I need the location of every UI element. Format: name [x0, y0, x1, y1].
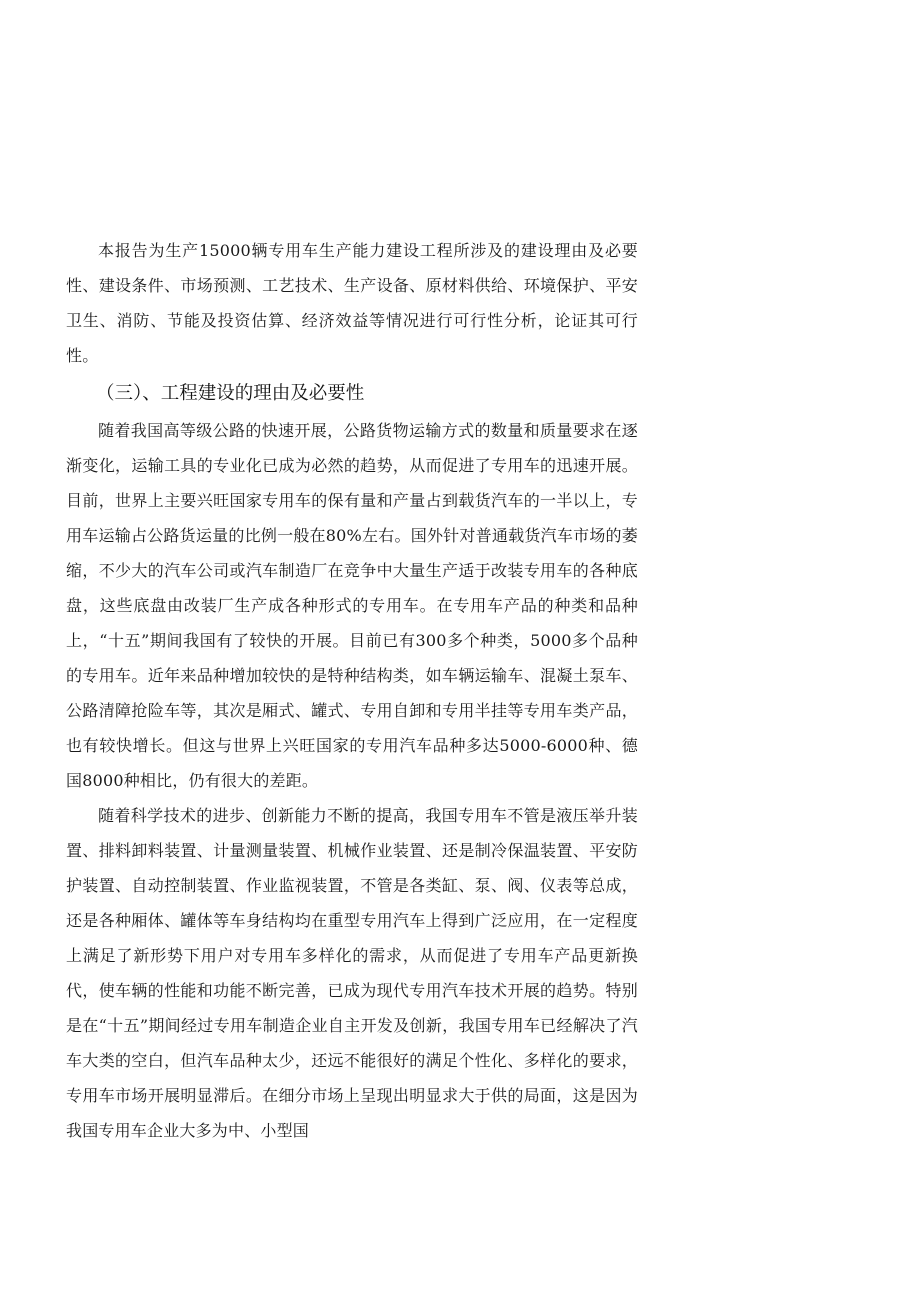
paragraph-technology: 随着科学技术的进步、创新能力不断的提高，我国专用车不管是液压举升装置、排料卸料装置、计量测量装置、机械作业装置、还是制冷保温装置、平安防护装置、自动控制装置、作业监视装置，不管是各类缸、泵、阀、仪表等总成，还是各种厢体、罐体等车身结构均在重型专用汽车上得到广泛应用，在一定程度上满足了新形势下用户对专用车多样化的需求，从而促进了专用车产品更新换代，使车辆的性能和功能不断完善，已成为现代专用汽车技术开展的趋势。特别是在“十五”期间经过专用车制造企业自主开发及创新，我国专用车已经解决了汽车大类的空白，但汽车品种太少，还远不能很好的满足个性化、多样化的要求，专用车市场开展明显滞后。在细分市场上呈现出明显求大于供的局面，这是因为我国专用车企业大多为中、小型国 — [66, 806, 638, 1140]
paragraph-necessity: 随着我国高等级公路的快速开展，公路货物运输方式的数量和质量要求在逐渐变化，运输工具的专业化已成为必然的趋势，从而促进了专用车的迅速开展。目前，世界上主要兴旺国家专用车的保有量和产量占到载货汽车的一半以上，专用车运输占公路货运量的比例一般在80%左右。国外针对普通载货汽车市场的萎缩，不少大的汽车公司或汽车制造厂在竞争中大量生产适于改装专用车的各种底盘，这些底盘由改装厂生产成各种形式的专用车。在专用车产品的种类和品种上，“十五”期间我国有了较快的开展。目前已有300多个种类，5000多个品种的专用车。近年来品种增加较快的是特种结构类，如车辆运输车、混凝土泵车、公路清障抢险车等，其次是厢式、罐式、专用自卸和专用半挂等专用车类产品，也有较快增长。但这与世界上兴旺国家的专用汽车品种多达5000-6000种、德国8000种相比，仍有很大的差距。 — [66, 421, 638, 790]
intro-paragraph: 本报告为生产15000辆专用车生产能力建设工程所涉及的建设理由及必要性、建设条件、市场预测、工艺技术、生产设备、原材料供给、环境保护、平安卫生、消防、节能及投资估算、经济效益等情况进行可行性分析，论证其可行性。 — [66, 241, 638, 365]
document-body — [66, 233, 638, 1148]
section-heading: （三）、工程建设的理由及必要性 — [96, 382, 365, 403]
